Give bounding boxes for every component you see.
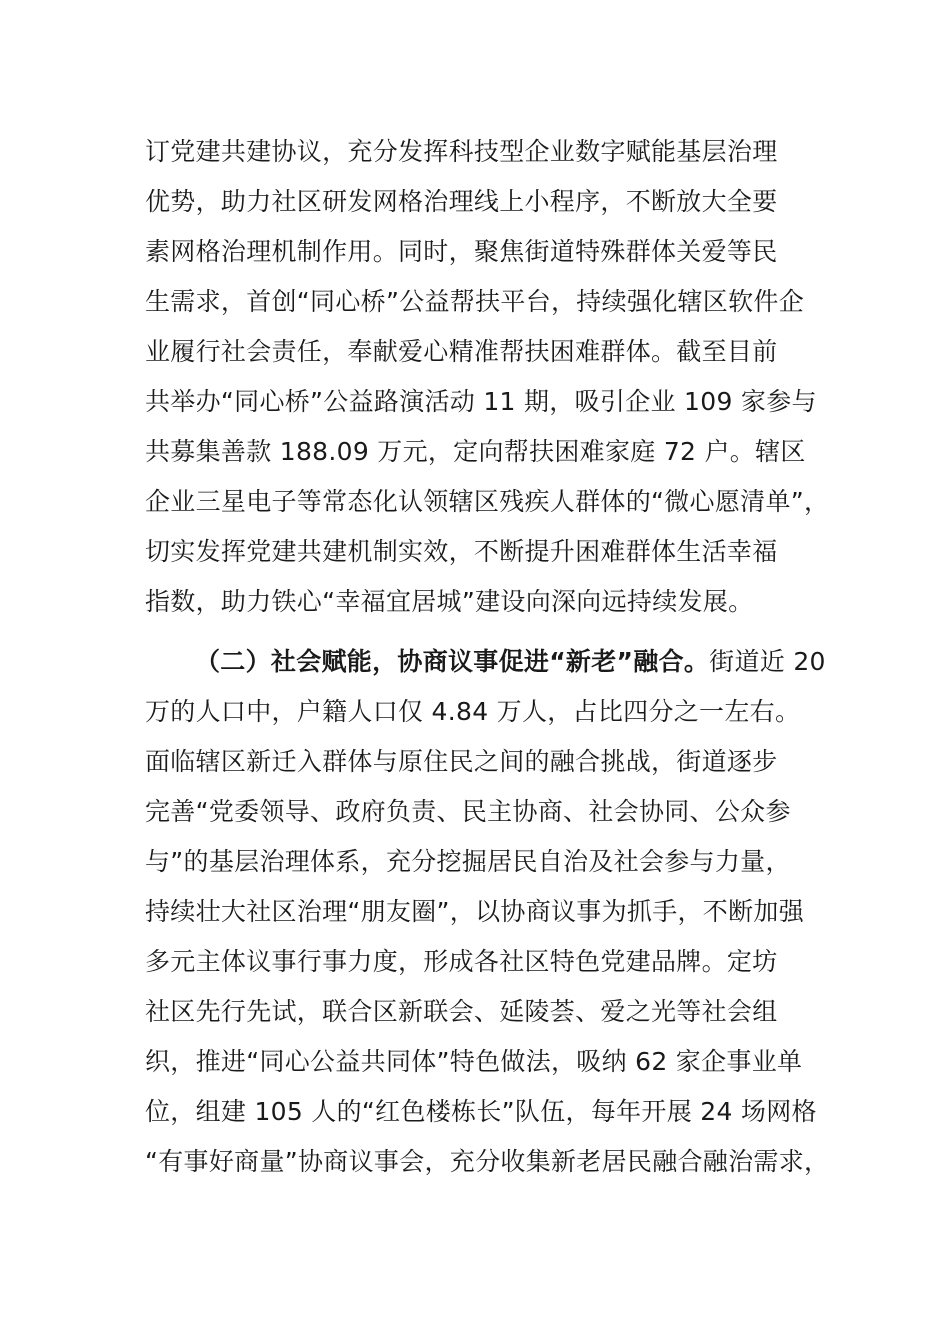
paragraph-line: 织，推进“同心公益共同体”特色做法，吸纳 62 家企事业单 xyxy=(145,1047,803,1076)
paragraph-line: 与”的基层治理体系，充分挖掘居民自治及社会参与力量， xyxy=(145,847,791,876)
paragraph-line: 共举办“同心桥”公益路演活动 11 期，吸引企业 109 家参与 xyxy=(145,387,817,416)
heading-line-text: 街道近 20 xyxy=(709,647,826,676)
paragraph-line: 万的人口中，户籍人口仅 4.84 万人，占比四分之一左右。 xyxy=(145,697,801,726)
paragraph-line: 完善“党委领导、政府负责、民主协商、社会协同、公众参 xyxy=(145,797,791,826)
section-heading-line xyxy=(195,642,835,682)
paragraph-line: 企业三星电子等常态化认领辖区残疾人群体的“微心愿清单”， xyxy=(145,487,830,516)
paragraph-line: 指数，助力铁心“幸福宜居城”建设向深向远持续发展。 xyxy=(145,587,754,616)
paragraph-line: 生需求，首创“同心桥”公益帮扶平台，持续强化辖区软件企 xyxy=(145,287,805,316)
paragraph-line: “有事好商量”协商议事会，充分收集新老居民融合融治需求， xyxy=(145,1147,830,1176)
paragraph-line: 共募集善款 188.09 万元，定向帮扶困难家庭 72 户。辖区 xyxy=(145,437,806,466)
paragraph-line: 业履行社会责任，奉献爱心精准帮扶困难群体。截至目前 xyxy=(145,337,778,366)
paragraph-line: 订党建共建协议，充分发挥科技型企业数字赋能基层治理 xyxy=(145,137,778,166)
section-heading: （二）社会赋能，协商议事促进“新老”融合。 xyxy=(195,647,710,676)
paragraph-line: 社区先行先试，联合区新联会、延陵荟、爱之光等社会组 xyxy=(145,997,778,1026)
paragraph-line: 面临辖区新迁入群体与原住民之间的融合挑战，街道逐步 xyxy=(145,747,778,776)
paragraph-line: 素网格治理机制作用。同时，聚焦街道特殊群体关爱等民 xyxy=(145,237,778,266)
paragraph-line: 多元主体议事行事力度，形成各社区特色党建品牌。定坊 xyxy=(145,947,778,976)
paragraph-line: 持续壮大社区治理“朋友圈”，以协商议事为抓手，不断加强 xyxy=(145,897,805,926)
paragraph-line: 优势，助力社区研发网格治理线上小程序，不断放大全要 xyxy=(145,187,778,216)
paragraph-line: 位，组建 105 人的“红色楼栋长”队伍，每年开展 24 场网格 xyxy=(145,1097,817,1126)
paragraph-line: 切实发挥党建共建机制实效，不断提升困难群体生活幸福 xyxy=(145,537,778,566)
